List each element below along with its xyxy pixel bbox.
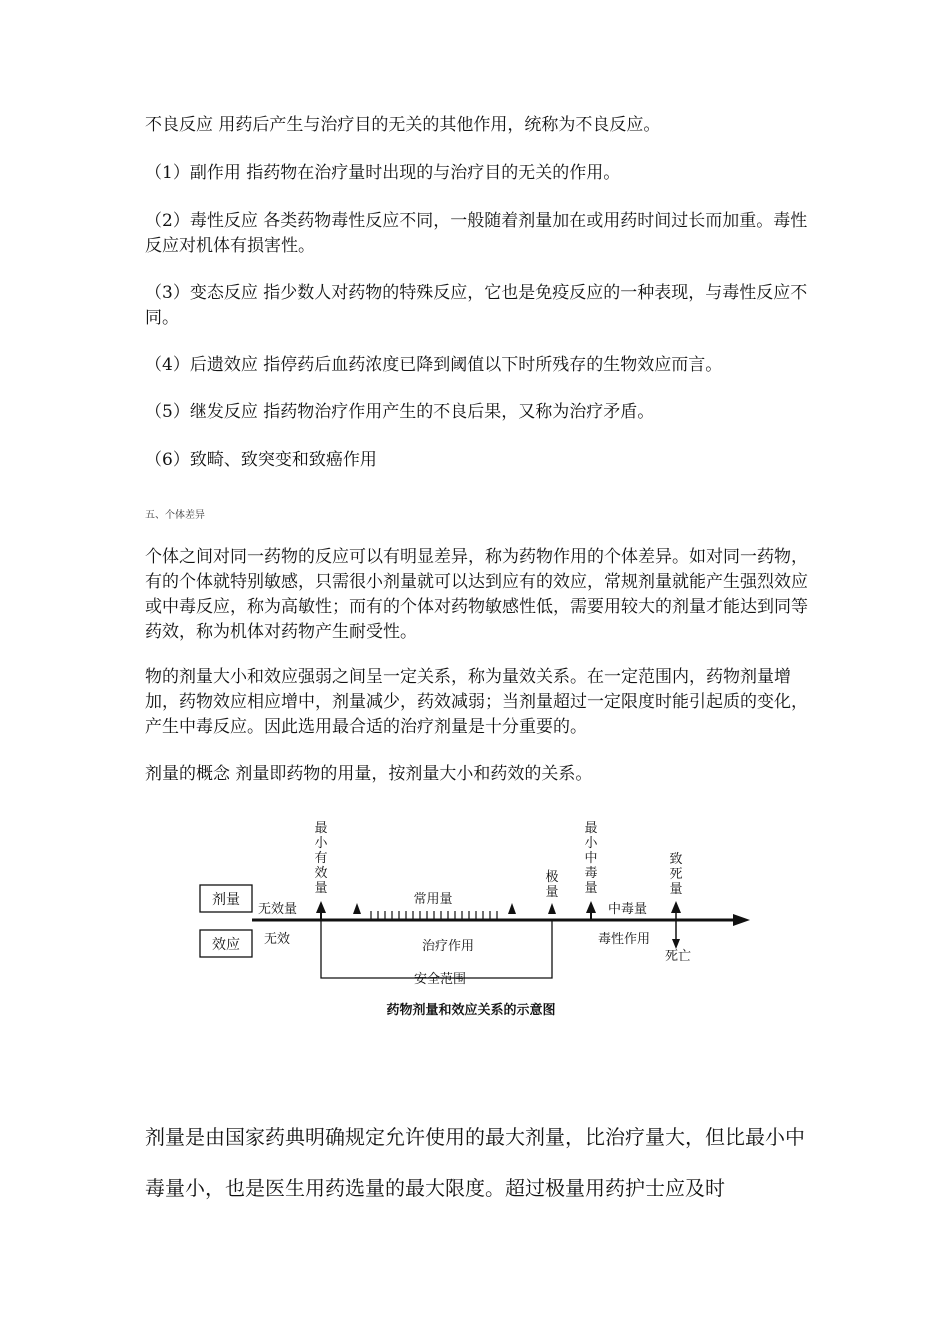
death-label: 死亡 <box>665 949 692 964</box>
min-toxic-marker-icon <box>586 901 596 913</box>
min-effective-label: 最小有效量 <box>314 821 328 896</box>
toxic-reaction-item: （2）毒性反应 各类药物毒性反应不同，一般随着剂量加在或用药时间过长而加重。毒性反应对机体有损害性。 <box>145 211 808 256</box>
residual-effect-item: （4）后遗效应 指停药后血药浓度已降到阈值以下时所残存的生物效应而言。 <box>145 355 723 375</box>
dose-effect-diagram <box>0 815 950 1035</box>
usual-dose-ticks <box>371 911 497 919</box>
usual-dose-label: 常用量 <box>413 892 453 907</box>
side-effect-item: （1）副作用 指药物在治疗量时出现的与治疗目的无关的作用。 <box>145 163 621 183</box>
dose-effect-paragraph: 物的剂量大小和效应强弱之间呈一定关系，称为量效关系。在一定范围内，药物剂量增加，药物效应相应增中，剂量减少，药效减弱；当剂量超过一定限度时能引起质的变化，产生中毒反应。因此选用最合适的治疗剂量是十分重要的。 <box>145 667 808 737</box>
toxic-dose-label: 中毒量 <box>608 902 648 917</box>
effect-box-label: 效应 <box>212 937 240 953</box>
teratogenic-item: （6）致畸、致突变和致癌作用 <box>145 450 377 470</box>
death-arrow-icon <box>672 939 680 949</box>
min-toxic-label: 最小中毒量 <box>584 821 598 896</box>
min-effective-marker-icon <box>316 901 326 913</box>
safety-range-label: 安全范围 <box>413 972 467 987</box>
max-dose-label: 极量 <box>545 870 559 900</box>
diagram-caption: 药物剂量和效应关系的示意图 <box>386 1003 556 1018</box>
secondary-reaction-item: （5）继发反应 指药物治疗作用产生的不良后果，又称为治疗矛盾。 <box>145 402 655 422</box>
lethal-dose-marker-icon <box>671 901 681 913</box>
lethal-dose-label: 致死量 <box>669 852 683 897</box>
usual-dose-start-marker-icon <box>353 903 361 914</box>
adverse-reaction-paragraph: 不良反应 用药后产生与治疗目的无关的其他作用，统称为不良反应。 <box>145 115 661 135</box>
no-effect-dose-label: 无效量 <box>258 902 298 917</box>
dose-box-label: 剂量 <box>212 892 240 908</box>
toxic-effect-label: 毒性作用 <box>598 932 651 947</box>
usual-dose-end-marker-icon <box>508 903 516 914</box>
dose-concept-paragraph: 剂量的概念 剂量即药物的用量，按剂量大小和药效的关系。 <box>145 764 593 784</box>
max-dose-paragraph: 剂量是由国家药典明确规定允许使用的最大剂量，比治疗量大，但比最小中毒量小，也是医生用药选量的最大限度。超过极量用药护士应及时 <box>145 1125 805 1200</box>
no-effect-label: 无效 <box>264 932 291 947</box>
individual-difference-paragraph: 个体之间对同一药物的反应可以有明显差异，称为药物作用的个体差异。如对同一药物，有的个体就特别敏感，只需很小剂量就可以达到应有的效应，常规剂量就能产生强烈效应或中毒反应，称为高敏性；而有的个体对药物敏感性低，需要用较大的剂量才能达到同等药效，称为机体对药物产生耐受性。 <box>145 547 808 642</box>
therapeutic-label: 治疗作用 <box>421 939 475 954</box>
section-heading: 五、个体差异 <box>145 510 205 521</box>
axis-arrow-icon <box>733 914 750 926</box>
max-dose-marker-icon <box>548 903 556 914</box>
allergic-reaction-item: （3）变态反应 指少数人对药物的特殊反应，它也是免疫反应的一种表现，与毒性反应不同。 <box>145 283 808 328</box>
